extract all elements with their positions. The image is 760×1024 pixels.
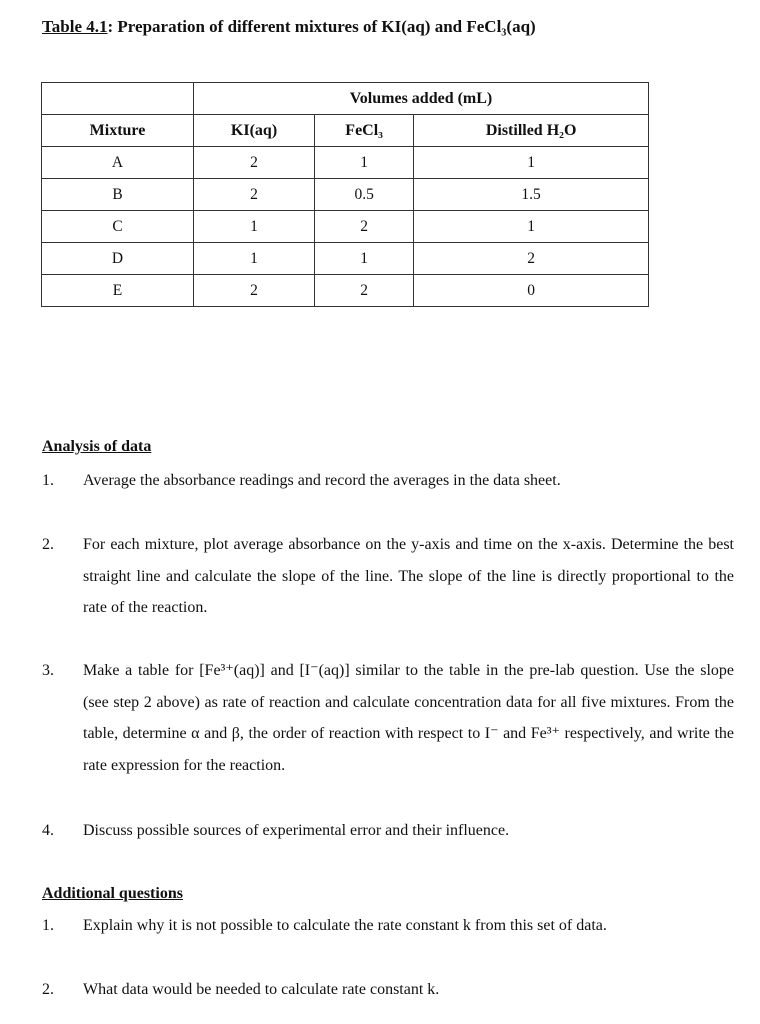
table-row [42, 147, 649, 179]
analysis-item-1 [42, 465, 734, 497]
item-number: 2. [42, 536, 54, 553]
analysis-item-2 [42, 529, 734, 624]
item-number: 1. [42, 472, 54, 489]
volumes-group-header: Volumes added (mL) [194, 83, 649, 115]
header-blank-cell [42, 83, 194, 115]
cell-fecl3: 2 [315, 211, 414, 243]
mixtures-table [41, 82, 649, 307]
item-text: Explain why it is not possible to calculate the rate constant k from this set of data. [83, 917, 607, 934]
cell-fecl3: 0.5 [315, 179, 414, 211]
header-fecl3: FeCl₃ [315, 115, 414, 147]
cell-fecl3: 2 [315, 275, 414, 307]
table-row [42, 179, 649, 211]
additional-item-2 [42, 974, 734, 1006]
cell-mixture: A [42, 147, 194, 179]
additional-heading: Additional questions [42, 885, 183, 902]
cell-mixture: B [42, 179, 194, 211]
item-text: Average the absorbance readings and record the averages in the data sheet. [83, 472, 561, 489]
item-number: 1. [42, 917, 54, 934]
table-row [42, 211, 649, 243]
item-text: For each mixture, plot average absorbance on the y-axis and time on the x-axis. Determine the best straight line and calculate the slope of the line. The slope of the line is directly proportional to the rate of the reaction. [83, 536, 734, 616]
cell-mixture: E [42, 275, 194, 307]
table-title [42, 17, 536, 37]
additional-item-1 [42, 910, 734, 942]
item-number: 2. [42, 981, 54, 998]
item-text: What data would be needed to calculate rate constant k. [83, 981, 440, 998]
cell-mixture: D [42, 243, 194, 275]
cell-water: 1 [414, 147, 649, 179]
item-text: Discuss possible sources of experimental error and their influence. [83, 822, 510, 839]
cell-mixture: C [42, 211, 194, 243]
cell-ki: 1 [194, 211, 315, 243]
analysis-item-4 [42, 815, 734, 847]
header-mixture: Mixture [42, 115, 194, 147]
analysis-item-3 [42, 655, 734, 781]
table-title-label: Table 4.1 [42, 17, 108, 36]
cell-water: 1.5 [414, 179, 649, 211]
cell-water: 2 [414, 243, 649, 275]
header-water: Distilled H₂O [414, 115, 649, 147]
cell-fecl3: 1 [315, 147, 414, 179]
table-title-text: : Preparation of different mixtures of KI(aq) and FeCl₃(aq) [107, 17, 536, 36]
cell-water: 0 [414, 275, 649, 307]
header-ki: KI(aq) [194, 115, 315, 147]
item-number: 4. [42, 822, 54, 839]
table-row [42, 275, 649, 307]
cell-ki: 2 [194, 275, 315, 307]
item-text: Make a table for [Fe³⁺(aq)] and [I⁻(aq)] similar to the table in the pre-lab question. Use the slope (see step 2 above) as rate of reaction and calculate concentration data for all five mixtures. From the table, determine α and β, the order of reaction with respect to I⁻ and Fe³⁺ respectively, and write the rate expression for the reaction. [83, 662, 734, 774]
cell-ki: 2 [194, 179, 315, 211]
table-row [42, 243, 649, 275]
cell-fecl3: 1 [315, 243, 414, 275]
item-number: 3. [42, 662, 54, 679]
cell-ki: 2 [194, 147, 315, 179]
cell-ki: 1 [194, 243, 315, 275]
analysis-heading: Analysis of data [42, 438, 152, 455]
cell-water: 1 [414, 211, 649, 243]
